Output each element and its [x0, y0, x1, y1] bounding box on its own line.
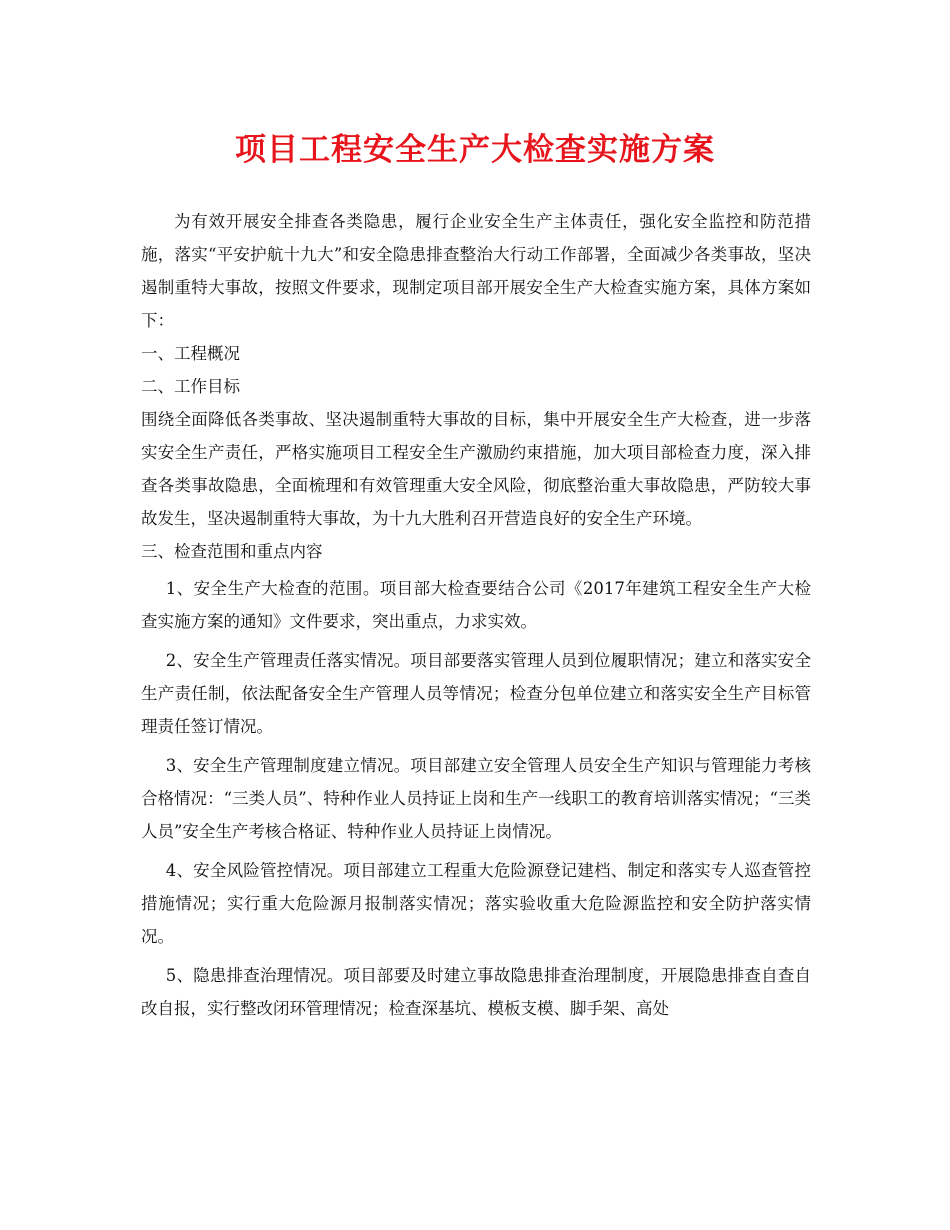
- document-title: 项目工程安全生产大检查实施方案: [235, 132, 715, 168]
- section-heading-overview: 一、工程概况: [141, 344, 240, 363]
- list-item: 3、安全生产管理制度建立情况。项目部建立安全管理人员安全生产知识与管理能力考核合格情况：“三类人员”、特种作业人员持证上岗和生产一线职工的教育培训落实情况；“三类人员”安全生产考核合格证、特种作业人员持证上岗情况。: [141, 756, 811, 841]
- intro-paragraph: 为有效开展安全排查各类隐患，履行企业安全生产主体责任，强化安全监控和防范措施，落实“平安护航十九大”和安全隐患排查整治大行动工作部署，全面减少各类事故，坚决遏制重特大事故，按照文件要求，现制定项目部开展安全生产大检查实施方案，具体方案如下：: [141, 212, 811, 330]
- list-item: 1、安全生产大检查的范围。项目部大检查要结合公司《2017年建筑工程安全生产大检查实施方案的通知》文件要求，突出重点，力求实效。: [141, 579, 811, 631]
- section-heading-goals: 二、工作目标: [141, 377, 240, 396]
- list-item: 2、安全生产管理责任落实情况。项目部要落实管理人员到位履职情况；建立和落实安全生产责任制，依法配备安全生产管理人员等情况；检查分包单位建立和落实安全生产目标管理责任签订情况。: [141, 651, 811, 736]
- list-item: 4、安全风险管控情况。项目部建立工程重大危险源登记建档、制定和落实专人巡查管控措施情况；实行重大危险源月报制落实情况；落实验收重大危险源监控和安全防护落实情况。: [141, 861, 811, 946]
- list-item: 5、隐患排查治理情况。项目部要及时建立事故隐患排查治理制度，开展隐患排查自查自改自报，实行整改闭环管理情况；检查深基坑、模板支模、脚手架、高处: [141, 966, 811, 1018]
- goals-paragraph: 围绕全面降低各类事故、坚决遏制重特大事故的目标，集中开展安全生产大检查，进一步落实安全生产责任，严格实施项目工程安全生产激励约束措施，加大项目部检查力度，深入排查各类事故隐患，全面梳理和有效管理重大安全风险，彻底整治重大事故隐患，严防较大事故发生，坚决遏制重特大事故，为十九大胜利召开营造良好的安全生产环境。: [141, 410, 811, 528]
- section-heading-scope: 三、检查范围和重点内容: [141, 542, 323, 561]
- document-body: [141, 205, 811, 1025]
